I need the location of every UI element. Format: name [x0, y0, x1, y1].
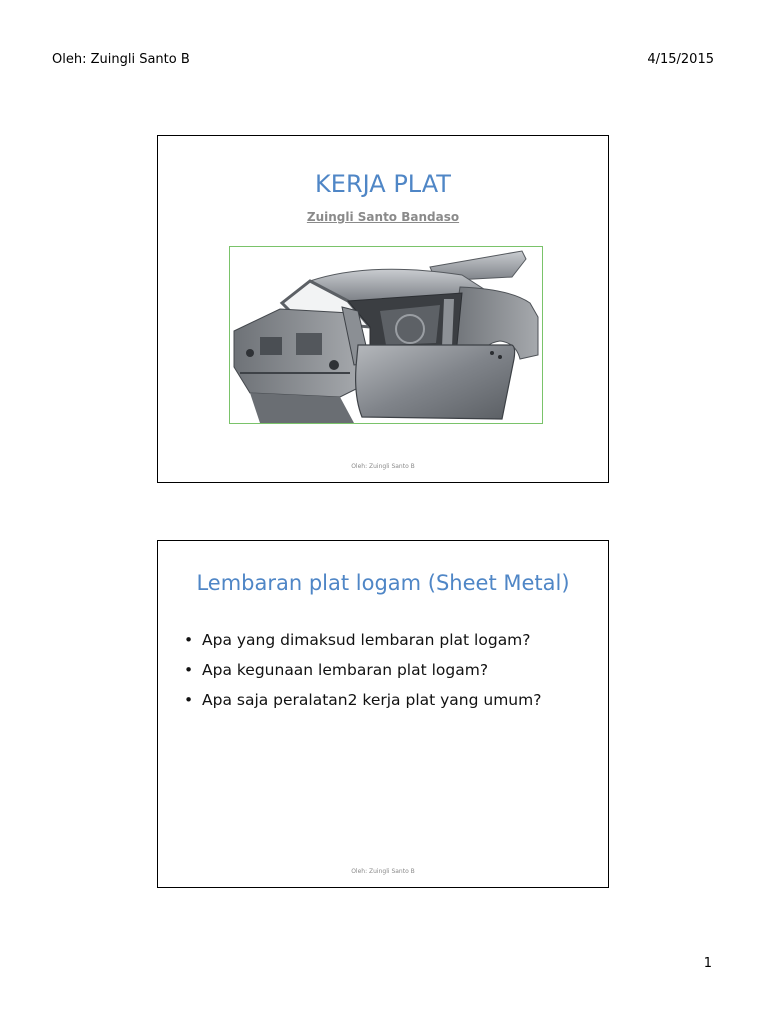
car-body-photo	[229, 246, 543, 424]
bullet-icon: •	[184, 631, 194, 649]
list-item	[184, 655, 541, 685]
bullet-icon: •	[184, 661, 194, 679]
page-number: 1	[703, 956, 712, 971]
slide-1-footer: Oleh: Zuingli Santo B	[351, 463, 415, 470]
slide-2-title: Lembaran plat logam (Sheet Metal)	[196, 571, 570, 595]
bullet-list	[184, 625, 541, 715]
slide-2-footer: Oleh: Zuingli Santo B	[351, 868, 415, 875]
list-item	[184, 625, 541, 655]
slide-1-title: KERJA PLAT	[315, 170, 451, 198]
page-header-author: Oleh: Zuingli Santo B	[52, 52, 190, 67]
page-header-date: 4/15/2015	[647, 52, 714, 67]
bullet-text: Apa kegunaan lembaran plat logam?	[202, 661, 489, 679]
slide-2	[157, 540, 609, 888]
bullet-text: Apa saja peralatan2 kerja plat yang umum?	[202, 691, 542, 709]
slide-1-subtitle	[158, 210, 608, 224]
list-item	[184, 685, 541, 715]
car-body-shell-image	[230, 247, 542, 423]
bullet-icon: •	[184, 691, 194, 709]
slide-1-subtitle-text: Zuingli Santo Bandaso	[306, 210, 460, 224]
slide-1	[157, 135, 609, 483]
bullet-text: Apa yang dimaksud lembaran plat logam?	[202, 631, 531, 649]
